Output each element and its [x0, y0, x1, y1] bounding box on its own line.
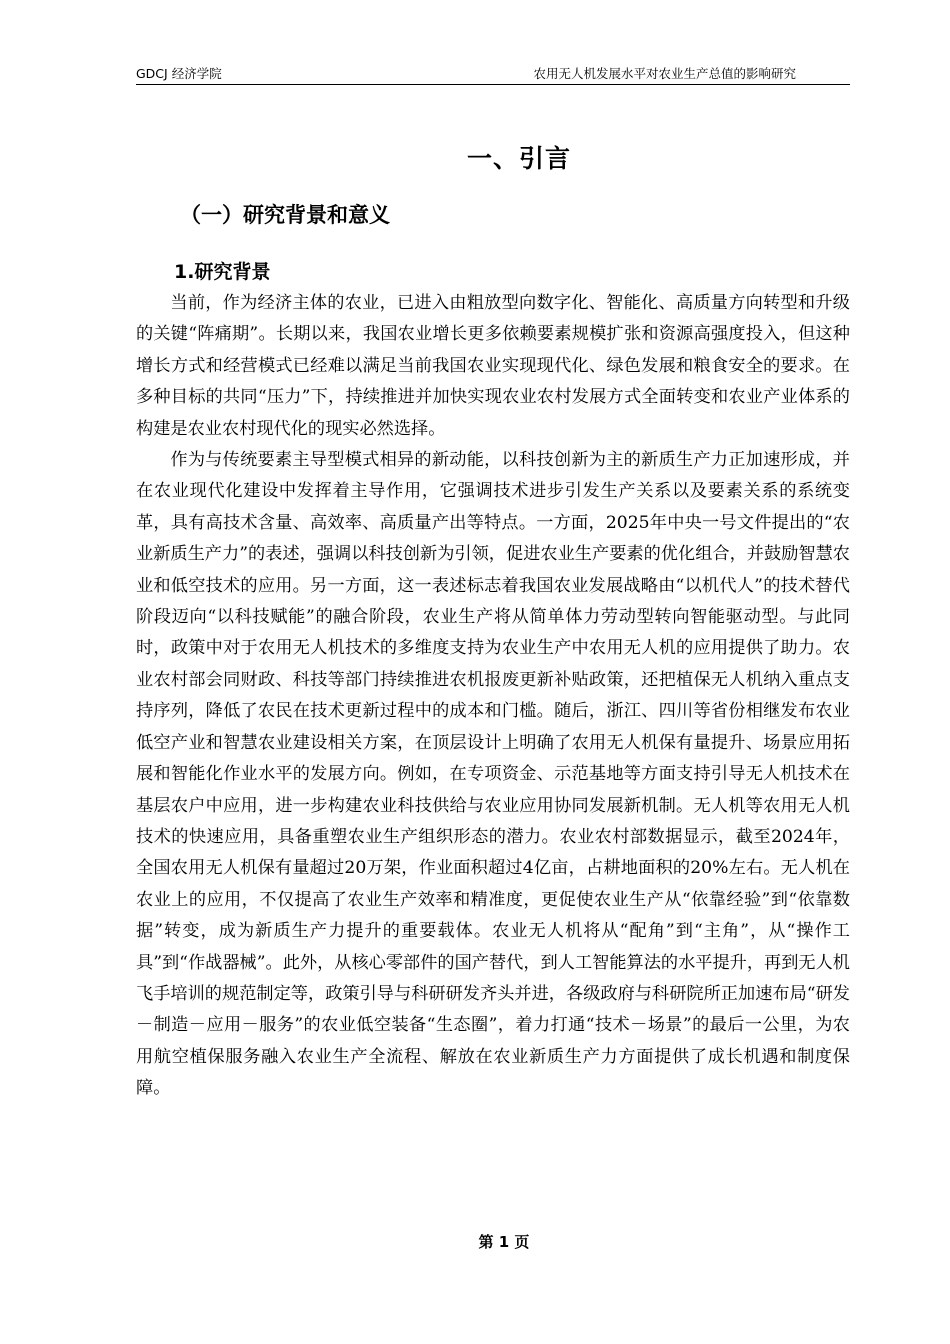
subsubsection-title: 1.研究背景: [174, 261, 271, 283]
header-paper-title: 农用无人机发展水平对农业生产总值的影响研究: [533, 66, 796, 81]
paragraph-1: 当前，作为经济主体的农业，已进入由粗放型向数字化、智能化、高质量方向转型和升级的关键“阵痛期”。长期以来，我国农业增长更多依赖要素规模扩张和资源高强度投入，但这种增长方式和经营模式已经难以满足当前我国农业实现现代化、绿色发展和粮食安全的要求。在多种目标的共同“压力”下，持续推进并加快实现农业农村发展方式全面转变和农业产业体系的构建是农业农村现代化的现实必然选择。: [136, 293, 850, 439]
header-institution: GDCJ 经济学院: [136, 66, 222, 81]
page-header: [136, 66, 850, 85]
section-title: 一、引言: [466, 144, 571, 173]
page-number: 第 1 页: [478, 1233, 530, 1251]
paragraph-2: 作为与传统要素主导型模式相异的新动能，以科技创新为主的新质生产力正加速形成，并在农业现代化建设中发挥着主导作用，它强调技术进步引发生产关系以及要素关系的系统变革，具有高技术含量、高效率、高质量产出等特点。一方面，2025年中央一号文件提出的“农业新质生产力”的表述，强调以科技创新为引领，促进农业生产要素的优化组合，并鼓励智慧农业和低空技术的应用。另一方面，这一表述标志着我国农业发展战略由“以机代人”的技术替代阶段迈向“以科技赋能”的融合阶段，农业生产将从简单体力劳动型转向智能驱动型。与此同时，政策中对于农用无人机技术的多维度支持为农业生产中农用无人机的应用提供了助力。农业农村部会同财政、科技等部门持续推进农机报废更新补贴政策，还把植保无人机纳入重点支持序列，降低了农民在技术更新过程中的成本和门槛。随后，浙江、四川等省份相继发布农业低空产业和智慧农业建设相关方案，在顶层设计上明确了农用无人机保有量提升、场景应用拓展和智能化作业水平的发展方向。例如，在专项资金、示范基地等方面支持引导无人机技术在基层农户中应用，进一步构建农业科技供给与农业应用协同发展新机制。无人机等农用无人机技术的快速应用，具备重塑农业生产组织形态的潜力。农业农村部数据显示，截至2024年，全国农用无人机保有量超过20万架，作业面积超过4亿亩，占耕地面积的20%左右。无人机在农业上的应用，不仅提高了农业生产效率和精准度，更促使农业生产从“依靠经验”到“依靠数据”转变，成为新质生产力提升的重要载体。农业无人机将从“配角”到“主角”，从“操作工具”到“作战器械”。此外，从核心零部件的国产替代，到人工智能算法的水平提升，再到无人机飞手培训的规范制定等，政策引导与科研研发齐头并进，各级政府与科研院所正加速布局“研发－制造－应用－服务”的农业低空装备“生态圈”，着力打通“技术－场景”的最后一公里，为农用航空植保服务融入农业生产全流程、解放在农业新质生产力方面提供了成长机遇和制度保障。: [136, 450, 850, 1099]
subsection-title: （一）研究背景和意义: [180, 203, 390, 227]
body-text: [136, 288, 850, 1105]
